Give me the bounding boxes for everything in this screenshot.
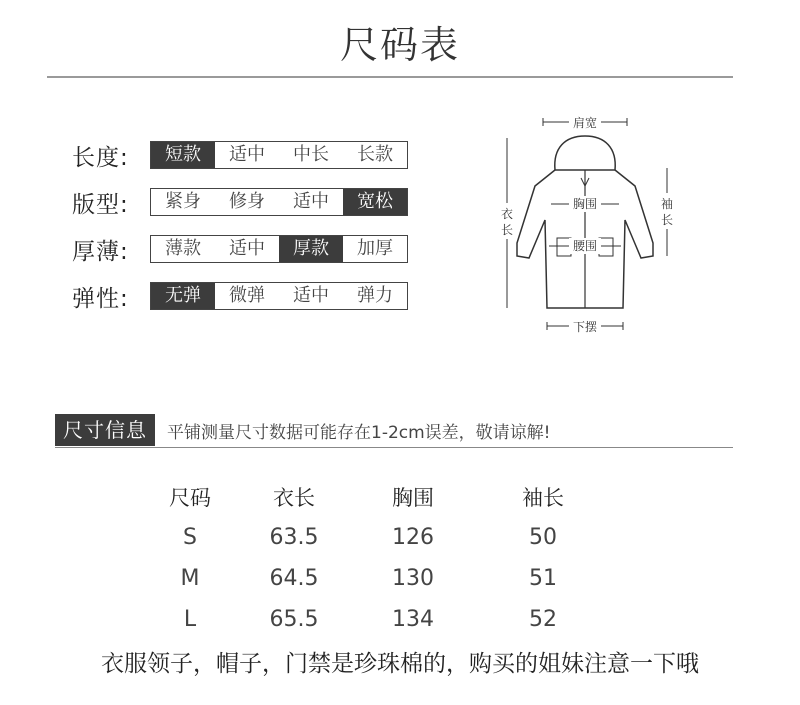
attribute-label: 厚薄: [72,238,129,265]
size-info-note: 平铺测量尺寸数据可能存在1-2cm误差，敬请谅解! [167,422,551,443]
length-label-2: 长 [500,223,514,237]
coat-pocket-right [599,238,613,256]
table-cell: 64.5 [269,566,319,591]
option-cell: 加厚 [343,236,407,262]
option-group [150,188,408,216]
option-cell: 弹力 [343,283,407,309]
table-cell: 50 [529,525,557,550]
option-cell: 紧身 [151,189,215,215]
table-row [140,558,610,599]
option-group [150,235,408,263]
table-cell: L [183,607,197,632]
option-cell: 薄款 [151,236,215,262]
page-title: 尺码表 [339,23,460,67]
attribute-row-thickness [72,234,408,264]
size-info-tag: 尺寸信息 [55,414,155,446]
option-group [150,282,408,310]
header-size: 尺码 [169,485,211,510]
header-length: 衣长 [273,485,315,510]
attribute-label: 版型: [72,191,129,218]
sleeve-label-1: 袖 [660,197,674,211]
attribute-row-fit [72,187,408,217]
table-cell: 65.5 [269,607,319,632]
material-notice: 衣服领子，帽子，门禁是珍珠棉的，购买的姐妹注意一下哦 [101,651,699,677]
table-cell: 130 [392,566,434,591]
hem-label: 下摆 [572,320,598,334]
option-cell: 中长 [279,142,343,168]
option-cell: 厚款 [279,236,343,262]
size-table [140,476,610,640]
option-cell: 无弹 [151,283,215,309]
length-label-1: 衣 [500,207,514,221]
option-cell: 短款 [151,142,215,168]
option-cell: 宽松 [343,189,407,215]
table-cell: S [183,525,197,550]
header-chest: 胸围 [392,485,434,510]
attribute-row-elasticity [72,281,408,311]
sleeve-label-2: 长 [660,213,674,227]
attribute-label: 长度: [72,144,129,171]
table-cell: 134 [392,607,434,632]
table-cell: 51 [529,566,557,591]
chest-label: 胸围 [572,197,598,211]
table-cell: 63.5 [269,525,319,550]
option-group [150,141,408,169]
attribute-row-length [72,140,408,170]
option-cell: 修身 [215,189,279,215]
option-cell: 长款 [343,142,407,168]
option-cell: 微弹 [215,283,279,309]
option-cell: 适中 [279,189,343,215]
option-cell: 适中 [279,283,343,309]
option-cell: 适中 [215,142,279,168]
table-row [140,517,610,558]
waist-label: 腰围 [572,239,598,253]
coat-pocket-left [557,238,571,256]
shoulder-label: 肩宽 [572,116,598,130]
table-cell: 126 [392,525,434,550]
table-cell: M [180,566,200,591]
attribute-label: 弹性: [72,285,129,312]
table-row [140,599,610,640]
table-header-row [140,476,610,517]
header-sleeve: 袖长 [522,485,564,510]
table-cell: 52 [529,607,557,632]
option-cell: 适中 [215,236,279,262]
size-info-bar [55,414,735,446]
coat-measurement-diagram [495,108,685,343]
info-divider [55,447,733,448]
title-divider [47,76,733,78]
coat-hood [555,136,615,170]
